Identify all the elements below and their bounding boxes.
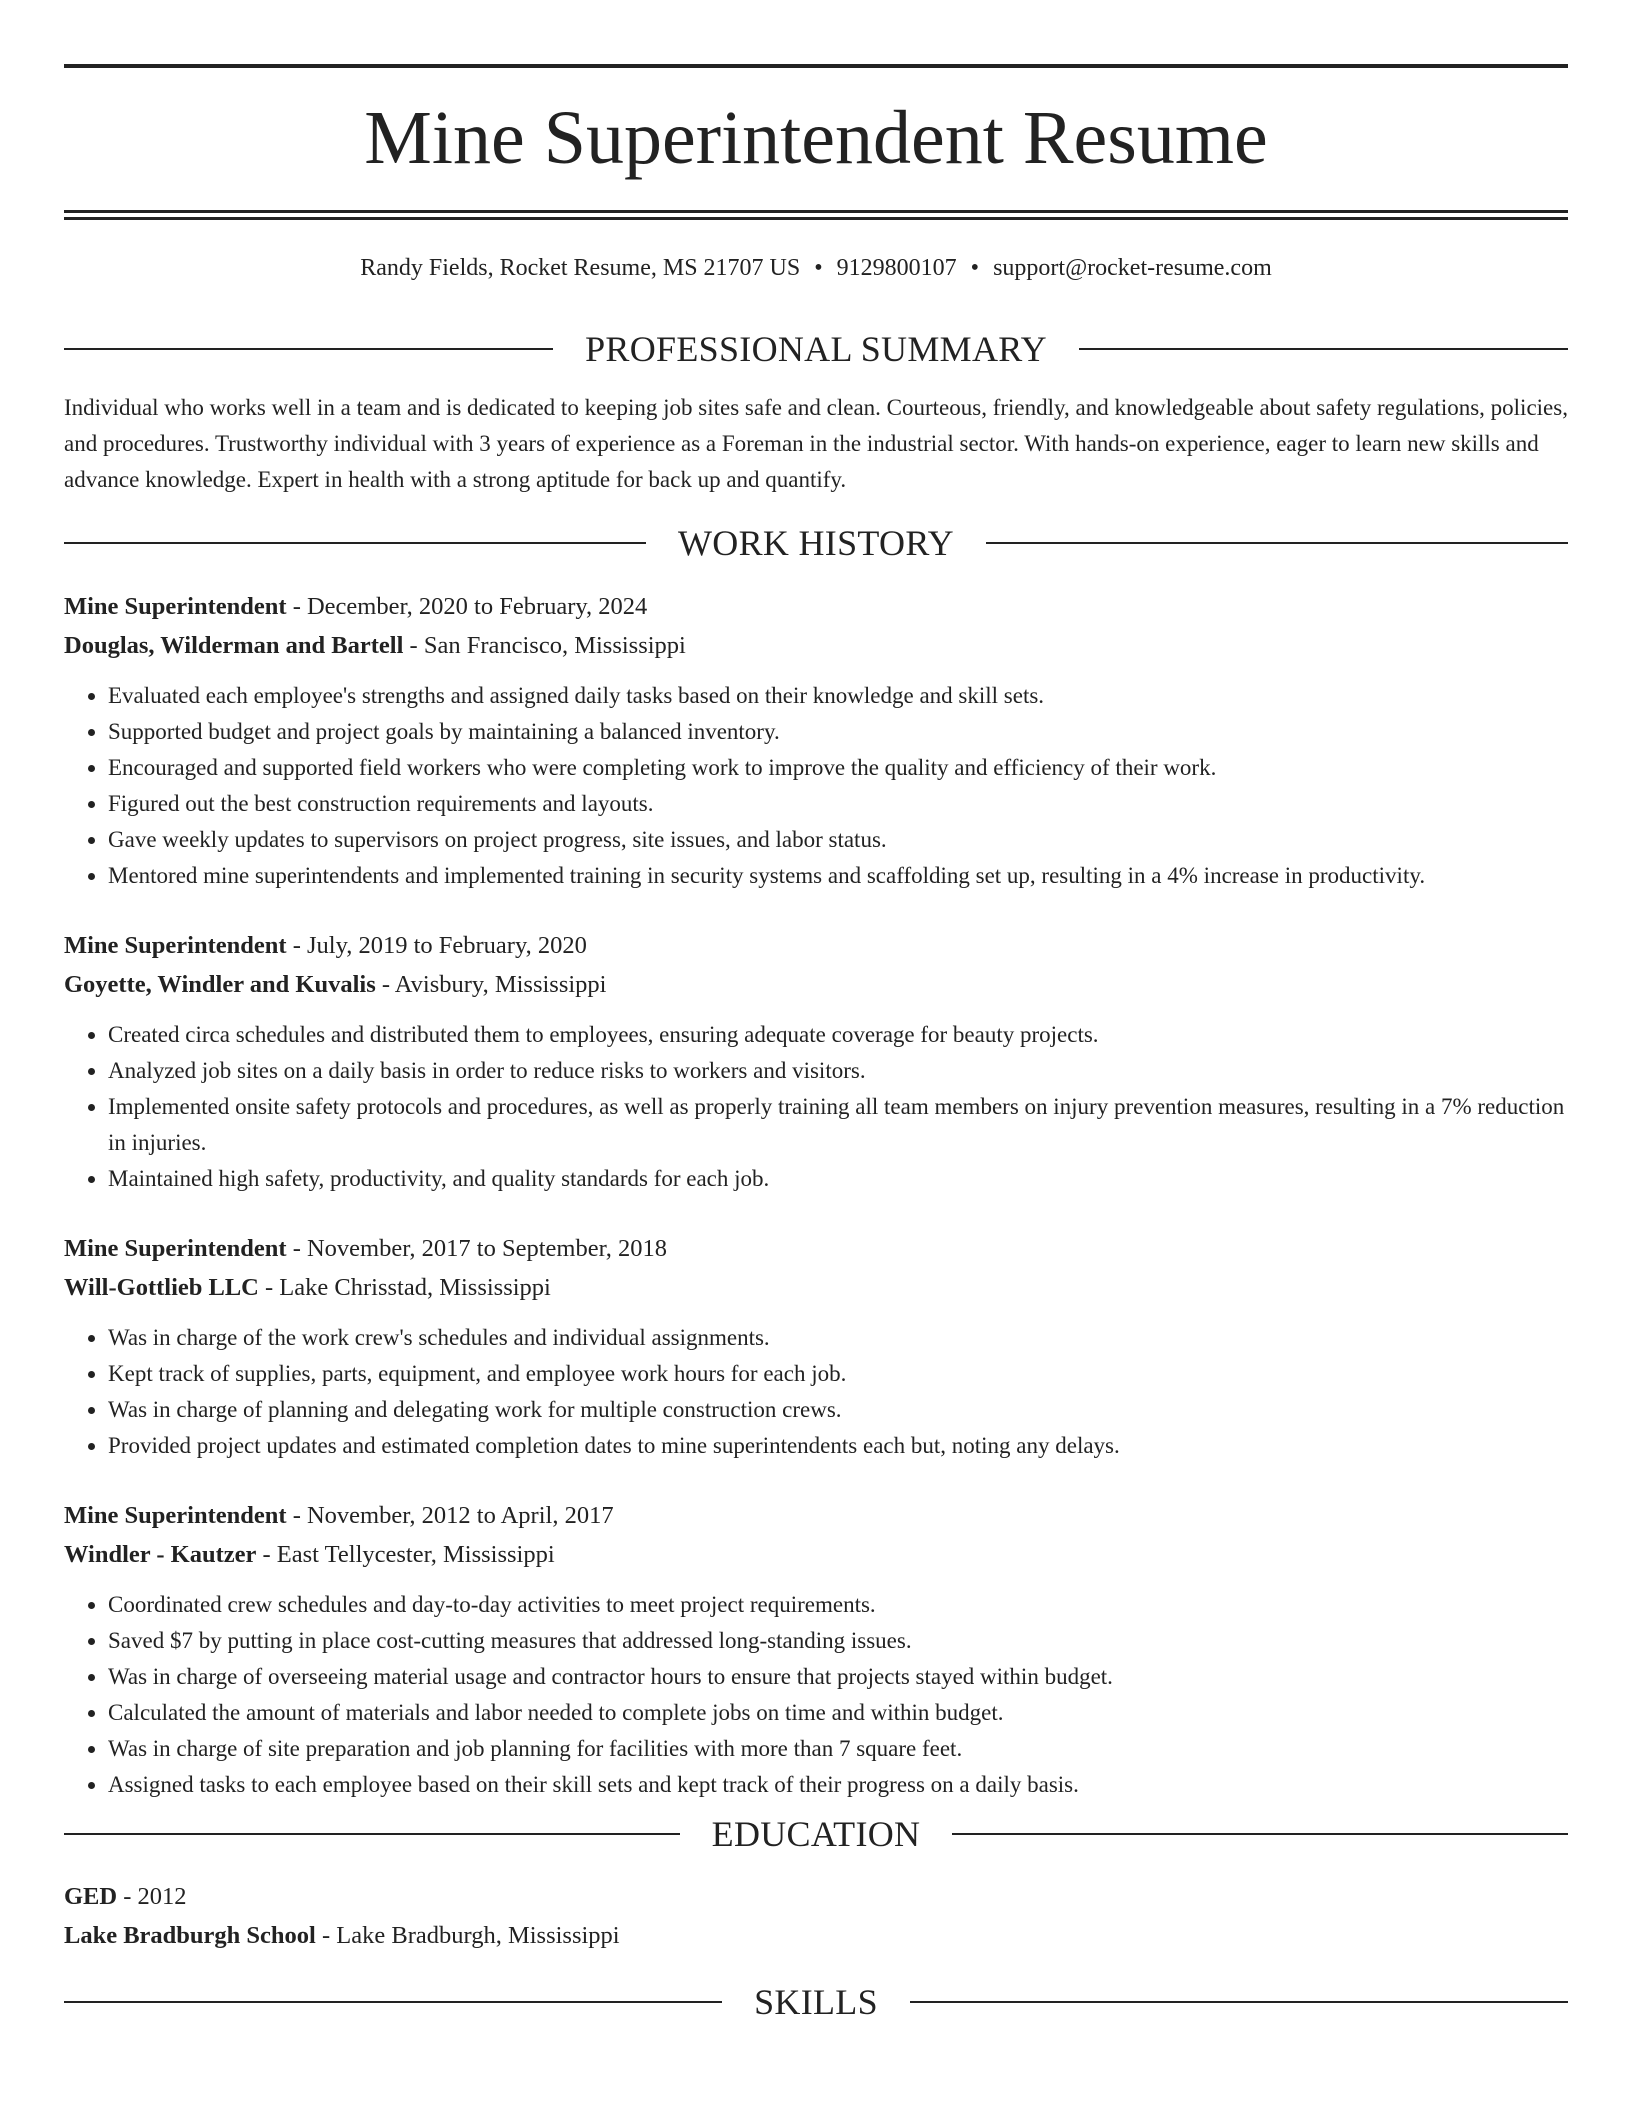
heading-rule-right bbox=[910, 2001, 1568, 2003]
job-bullet: • Was in charge of the work crew's schedules and individual assignments. bbox=[108, 1320, 1568, 1356]
job-role: Mine Superintendent bbox=[64, 593, 287, 620]
job-dates: - July, 2019 to February, 2020 bbox=[286, 932, 587, 959]
job-bullet: • Created circa schedules and distributed them to employees, ensuring adequate coverage for beauty projects. bbox=[108, 1017, 1568, 1053]
job-bullet: • Was in charge of planning and delegating work for multiple construction crews. bbox=[108, 1392, 1568, 1428]
job-bullet: • Provided project updates and estimated completion dates to mine superintendents each but, noting any delays. bbox=[108, 1428, 1568, 1464]
job-bullet: • Kept track of supplies, parts, equipment, and employee work hours for each job. bbox=[108, 1356, 1568, 1392]
heading-rule-left bbox=[64, 1833, 680, 1835]
education-year: - 2012 bbox=[117, 1883, 187, 1910]
job-company-line bbox=[64, 626, 1568, 665]
section-heading-label: SKILLS bbox=[754, 1982, 878, 2022]
job-title-line bbox=[64, 1229, 1568, 1268]
heading-rule-left bbox=[64, 348, 553, 350]
job-entry bbox=[64, 1496, 1568, 1803]
section-heading-skills bbox=[64, 1981, 1568, 2023]
contact-email: support@rocket-resume.com bbox=[993, 255, 1272, 281]
section-heading-label: PROFESSIONAL SUMMARY bbox=[585, 329, 1047, 369]
job-company: Windler - Kautzer bbox=[64, 1541, 257, 1568]
section-heading-label: EDUCATION bbox=[711, 1814, 921, 1854]
job-bullet: • Analyzed job sites on a daily basis in order to reduce risks to workers and visitors. bbox=[108, 1053, 1568, 1089]
job-bullet: • Encouraged and supported field workers who were completing work to improve the quality and efficiency of their work. bbox=[108, 750, 1568, 786]
contact-separator: • bbox=[970, 255, 980, 281]
contact-phone: 9129800107 bbox=[836, 255, 957, 281]
contact-line bbox=[64, 255, 1568, 282]
job-bullet: • Coordinated crew schedules and day-to-day activities to meet project requirements. bbox=[108, 1587, 1568, 1623]
resume-title: Mine Superintendent Resume bbox=[364, 96, 1268, 180]
job-company-line bbox=[64, 965, 1568, 1004]
job-entry bbox=[64, 1229, 1568, 1464]
job-bullet: • Mentored mine superintendents and implemented training in security systems and scaffolding set up, resulting in a 4% increase in productivity. bbox=[108, 858, 1568, 894]
section-heading-label: WORK HISTORY bbox=[678, 523, 954, 563]
job-company: Douglas, Wilderman and Bartell bbox=[64, 632, 404, 659]
job-bullet: • Evaluated each employee's strengths and assigned daily tasks based on their knowledge and skill sets. bbox=[108, 678, 1568, 714]
job-role: Mine Superintendent bbox=[64, 1502, 287, 1529]
job-bullet: • Saved $7 by putting in place cost-cutting measures that addressed long-standing issues. bbox=[108, 1623, 1568, 1659]
heading-rule-left bbox=[64, 2001, 722, 2003]
contact-address: Randy Fields, Rocket Resume, MS 21707 US bbox=[360, 255, 801, 281]
heading-rule-right bbox=[952, 1833, 1568, 1835]
section-heading-education bbox=[64, 1813, 1568, 1855]
resume-page bbox=[64, 64, 1568, 2023]
summary-paragraph: Individual who works well in a team and is dedicated to keeping job sites safe and clean. Courteous, friendly, and knowledgeable about safety regulations, policies, and procedures. Trustworthy individual with 3 years of experience as a Foreman in the industrial sector. With hands-on experience, eager to learn new skills and advance knowledge. Expert in health with a strong aptitude for back up and quantify. bbox=[64, 395, 1568, 492]
education-location: - Lake Bradburgh, Mississippi bbox=[315, 1922, 620, 1949]
job-location: - Avisbury, Mississippi bbox=[375, 971, 607, 998]
job-bullet: • Gave weekly updates to supervisors on project progress, site issues, and labor status. bbox=[108, 822, 1568, 858]
job-role: Mine Superintendent bbox=[64, 932, 287, 959]
education-degree: GED bbox=[64, 1883, 118, 1910]
job-bullets bbox=[64, 1320, 1568, 1464]
section-heading-summary bbox=[64, 328, 1568, 370]
education-entry bbox=[64, 1877, 1568, 1955]
job-location: - San Francisco, Mississippi bbox=[403, 632, 686, 659]
job-bullet: • Was in charge of overseeing material usage and contractor hours to ensure that projects stayed within budget. bbox=[108, 1659, 1568, 1695]
job-bullet: • Implemented onsite safety protocols and procedures, as well as properly training all team members on injury prevention measures, resulting in a 7% reduction in injuries. bbox=[108, 1089, 1568, 1161]
job-bullets bbox=[64, 678, 1568, 894]
title-double-rule bbox=[64, 210, 1568, 220]
education-school-line bbox=[64, 1916, 1568, 1955]
job-bullet: • Was in charge of site preparation and job planning for facilities with more than 7 square feet. bbox=[108, 1731, 1568, 1767]
job-bullets bbox=[64, 1587, 1568, 1803]
heading-rule-right bbox=[1079, 348, 1568, 350]
education-degree-line bbox=[64, 1877, 1568, 1916]
job-bullet: • Assigned tasks to each employee based on their skill sets and kept track of their progress on a daily basis. bbox=[108, 1767, 1568, 1803]
job-dates: - November, 2012 to April, 2017 bbox=[286, 1502, 614, 1529]
job-title-line bbox=[64, 1496, 1568, 1535]
job-dates: - November, 2017 to September, 2018 bbox=[286, 1235, 667, 1262]
section-heading-work bbox=[64, 522, 1568, 564]
job-bullets bbox=[64, 1017, 1568, 1197]
job-bullet: • Calculated the amount of materials and labor needed to complete jobs on time and within budget. bbox=[108, 1695, 1568, 1731]
contact-separator: • bbox=[814, 255, 823, 281]
heading-rule-right bbox=[986, 542, 1568, 544]
job-company-line bbox=[64, 1268, 1568, 1307]
job-entry bbox=[64, 587, 1568, 894]
job-dates: - December, 2020 to February, 2024 bbox=[286, 593, 648, 620]
education-school: Lake Bradburgh School bbox=[64, 1922, 316, 1949]
job-title-line bbox=[64, 926, 1568, 965]
heading-rule-left bbox=[64, 542, 646, 544]
job-role: Mine Superintendent bbox=[64, 1235, 287, 1262]
job-company: Will-Gottlieb LLC bbox=[64, 1274, 259, 1301]
job-entry bbox=[64, 926, 1568, 1197]
job-bullet: • Supported budget and project goals by maintaining a balanced inventory. bbox=[108, 714, 1568, 750]
job-location: - Lake Chrisstad, Mississippi bbox=[258, 1274, 551, 1301]
job-title-line bbox=[64, 587, 1568, 626]
job-bullet: • Figured out the best construction requirements and layouts. bbox=[108, 786, 1568, 822]
job-location: - East Tellycester, Mississippi bbox=[256, 1541, 555, 1568]
job-bullet: • Maintained high safety, productivity, and quality standards for each job. bbox=[108, 1161, 1568, 1197]
job-company-line bbox=[64, 1535, 1568, 1574]
job-company: Goyette, Windler and Kuvalis bbox=[64, 971, 376, 998]
top-rule bbox=[64, 64, 1568, 68]
